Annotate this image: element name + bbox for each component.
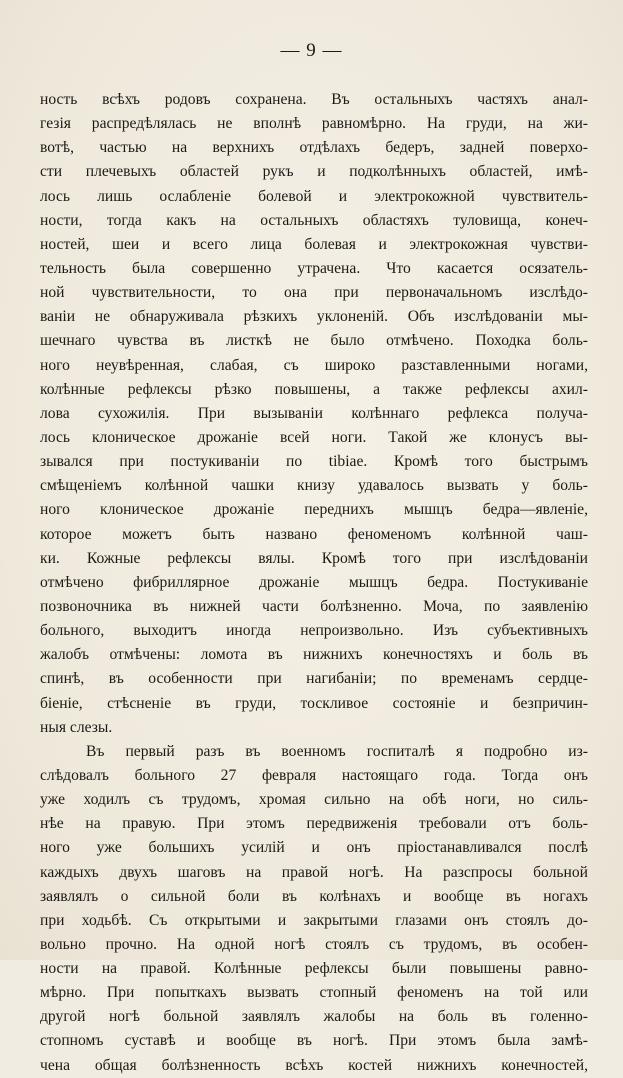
- text-line: лова сухожилія. При вызываніи колѣннаго рефлекса получа-: [40, 404, 588, 422]
- text-line: сти плечевыхъ областей рукъ и подколѣнныхъ областей, имѣ-: [40, 163, 588, 181]
- text-line: стопномъ суставѣ и вообще въ ногѣ. При этомъ была замѣ-: [40, 1032, 588, 1050]
- text-line: ного неувѣренная, слабая, съ широко разставленными ногами,: [40, 356, 588, 374]
- page-number: — 9 —: [280, 40, 343, 61]
- text-line: слѣдовалъ больного 27 февраля настоящаго года. Тогда онъ: [40, 766, 588, 784]
- text-line: ности на правой. Колѣнные рефлексы были повышены равно-: [40, 960, 588, 978]
- text-line: колѣнные рефлексы рѣзко повышены, а также рефлексы ахил-: [40, 380, 588, 398]
- text-line: ного клоническое дрожаніе переднихъ мышцъ бедра—явленіе,: [40, 501, 588, 519]
- text-line: зывался при постукиваніи по tibiae. Кромѣ того быстрымъ: [40, 453, 588, 471]
- text-line: ностей, шеи и всего лица болевая и электрокожная чувстви-: [40, 235, 588, 253]
- text-line: другой ногѣ больной заявлялъ жалобы на боль въ голенно-: [40, 1008, 588, 1026]
- text-line: лось клоническое дрожаніе всей ноги. Такой же клонусъ вы-: [40, 428, 588, 446]
- text-line: спинѣ, въ особенности при нагибаніи; по временамъ сердце-: [40, 670, 588, 688]
- text-line: ной чувствительности, то она при первоначальномъ изслѣдо-: [40, 284, 588, 302]
- text-line: уже ходилъ съ трудомъ, хромая сильно на обѣ ноги, но силь-: [40, 791, 588, 809]
- text-line: которое можетъ быть названо феноменомъ колѣнной чаш-: [40, 525, 588, 543]
- text-line: больного, выходитъ иногда непроизвольно. Изъ субъективныхъ: [40, 622, 588, 640]
- text-line: лось лишь ослабленіе болевой и электрокожной чувствитель-: [40, 187, 588, 205]
- paragraph-end-line: ныя слезы.: [40, 718, 113, 736]
- text-line: ного уже большихъ усилій и онъ пріостанавливался послѣ: [40, 839, 588, 857]
- body-text: [40, 88, 588, 1078]
- text-line: ности, тогда какъ на остальныхъ областяхъ туловища, конеч-: [40, 211, 588, 229]
- text-line: чена общая болѣзненность всѣхъ костей нижнихъ конечностей,: [40, 1056, 588, 1074]
- text-line: заявлялъ о сильной боли въ колѣнахъ и вообще въ ногахъ: [40, 887, 588, 905]
- text-line: шечнаго чувства въ листкѣ не было отмѣчено. Походка боль-: [40, 332, 588, 350]
- text-line: вотѣ, частью на верхнихъ отдѣлахъ бедеръ, задней поверхо-: [40, 139, 588, 157]
- text-line: нѣе на правую. При этомъ передвиженія требовали отъ боль-: [40, 815, 588, 833]
- text-line: ки. Кожные рефлексы вялы. Кромѣ того при изслѣдованіи: [40, 549, 588, 567]
- text-line: смѣщеніемъ колѣнной чашки книзу удавалось вызвать у боль-: [40, 477, 588, 495]
- text-line: ность всѣхъ родовъ сохранена. Въ остальныхъ частяхъ анал-: [40, 91, 588, 108]
- text-line: біеніе, стѣсненіе въ груди, тоскливое состояніе и безпричин-: [40, 694, 588, 712]
- text-line: при ходьбѣ. Съ открытыми и закрытыми глазами онъ стоялъ до-: [40, 911, 588, 929]
- paragraph-first-line: Въ первый разъ въ военномъ госпиталѣ я подробно из-: [86, 742, 588, 760]
- text-line: вольно прочно. На одной ногѣ стоялъ съ трудомъ, въ особен-: [40, 935, 588, 953]
- text-line: отмѣчено фибриллярное дрожаніе мышцъ бедра. Постукиваніе: [40, 573, 588, 591]
- text-line: жалобъ отмѣчены: ломота въ нижнихъ конечностяхъ и боль въ: [40, 646, 588, 664]
- text-line: каждыхъ двухъ шаговъ на правой ногѣ. На разспросы больной: [40, 863, 588, 881]
- text-line: мѣрно. При попыткахъ вызвать стопный феноменъ на той или: [40, 984, 588, 1002]
- text-line: ваніи не обнаруживала рѣзкихъ уклоненій. Объ изслѣдованіи мы-: [40, 308, 588, 326]
- text-line: тельность была совершенно утрачена. Что касается осязатель-: [40, 259, 588, 277]
- text-line: позвоночника въ нижней части болѣзненно. Моча, по заявленію: [40, 597, 588, 615]
- text-line: гезія распредѣлялась не вполнѣ равномѣрно. На груди, на жи-: [40, 115, 588, 133]
